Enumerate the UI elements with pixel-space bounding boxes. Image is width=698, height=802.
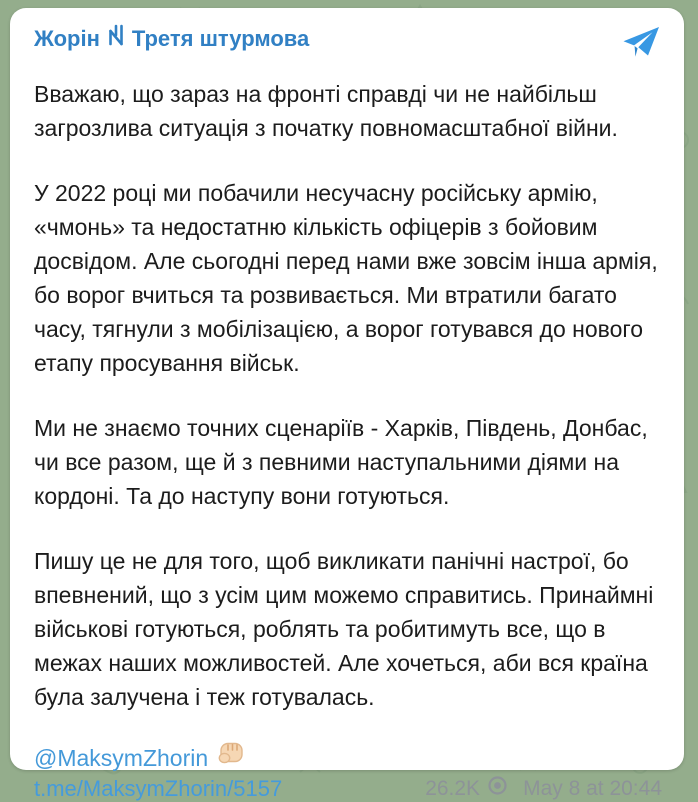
post-paragraph: Вважаю, що зараз на фронті справді чи не найбільш загрозлива ситуація з початку повномасштабної війни. [34,81,618,141]
post-header [34,24,662,65]
channel-name[interactable] [34,24,309,53]
post-paragraph: Ми не знаємо точних сценаріїв - Харків, Південь, Донбас, чи все разом, ще й з певними наступальними діями на кордоні. Та до наступу вони готуються. [34,415,648,509]
post-footer [34,775,662,802]
post-body [34,77,662,714]
post-paragraph: У 2022 році ми побачили несучасну російську армію, «чмонь» та недостатню кількість офіцерів з бойовим досвідом. Але сьогодні перед нами вже зовсім інша армія, бо ворог вчиться та розвивається. Ми втратили багато часу, тягнули з мобілізацією, а ворог готувався до нового етапу просування військ. [34,180,658,376]
oncoming-fist-emoji [217,740,244,775]
views-eye-icon [487,775,508,802]
channel-name-left: Жорін [34,25,100,51]
post-paragraph: Пишу це не для того, щоб викликати панічні настрої, бо впевнений, що з усім цим можемо справитись. Принаймні військові готуються, роблять та робитимуть все, що в межах наших можливостей. Але хочеться, аби вся країна була залучена і теж готувалась. [34,548,654,710]
telegram-plane-icon[interactable] [622,26,660,65]
post-date: May 8 at 20:44 [523,776,662,800]
channel-name-right: Третя штурмова [131,25,310,51]
third-assault-brigade-emblem-icon [108,24,124,53]
post-meta [425,775,662,802]
post-url-link[interactable]: t.me/MaksymZhorin/5157 [34,775,283,801]
author-mention-link[interactable]: @MaksymZhorin [34,744,209,771]
views-counter [425,775,508,802]
mention-row [34,740,662,775]
views-count: 26.2K [425,776,481,800]
telegram-post-card [10,8,684,801]
